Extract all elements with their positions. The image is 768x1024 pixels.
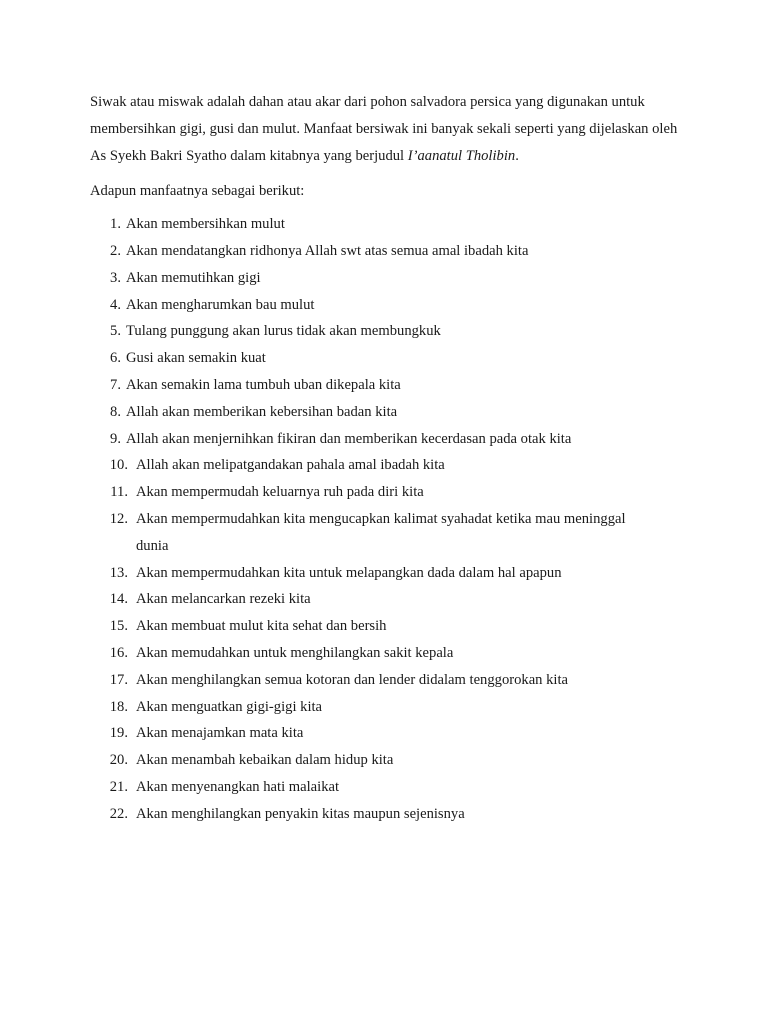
list-item-number: 10. — [109, 457, 128, 474]
list-item-number: 12. — [109, 510, 128, 527]
list-item — [90, 560, 680, 587]
list-item-number: 6. — [110, 350, 121, 367]
list-item-number: 8. — [110, 403, 121, 420]
list-item-text: Akan semakin lama tumbuh uban dikepala kita — [126, 376, 401, 393]
list-item — [90, 211, 680, 238]
list-item-number: 14. — [109, 591, 128, 608]
list-item-text: Akan memutihkan gigi — [126, 269, 261, 286]
list-item — [90, 640, 680, 667]
list-item-text: Akan memudahkan untuk menghilangkan sakit kepala — [136, 644, 454, 661]
list-item-text: Akan menguatkan gigi-gigi kita — [136, 698, 323, 715]
book-title: I’aanatul Tholibin — [407, 147, 516, 164]
list-item-number: 5. — [110, 323, 121, 340]
intro-paragraph — [90, 89, 680, 169]
list-item-text: Akan mempermudahkan kita mengucapkan kalimat syahadat ketika mau meninggal dunia — [136, 510, 626, 554]
list-item — [90, 506, 680, 560]
list-item-number: 15. — [109, 618, 128, 635]
list-item — [90, 265, 680, 292]
list-item-number: 18. — [109, 698, 128, 715]
list-item-number: 20. — [109, 752, 128, 769]
list-item — [90, 479, 680, 506]
list-item-text: Akan menyenangkan hati malaikat — [136, 778, 340, 795]
list-item — [90, 613, 680, 640]
list-item-text: Akan membuat mulut kita sehat dan bersih — [136, 618, 387, 635]
benefits-list — [90, 211, 680, 827]
list-item-text: Gusi akan semakin kuat — [126, 350, 266, 367]
list-item-number: 2. — [110, 242, 121, 259]
list-item — [90, 426, 680, 453]
list-item-number: 3. — [110, 269, 121, 286]
list-item-text: Tulang punggung akan lurus tidak akan membungkuk — [126, 323, 441, 340]
list-item-number: 16. — [109, 644, 128, 661]
list-item-text: Akan menambah kebaikan dalam hidup kita — [136, 752, 394, 769]
list-item-text: Allah akan melipatgandakan pahala amal ibadah kita — [136, 457, 445, 474]
list-item — [90, 720, 680, 747]
list-item — [90, 452, 680, 479]
list-item-text: Allah akan memberikan kebersihan badan kita — [126, 403, 398, 420]
list-item — [90, 801, 680, 828]
list-item-number: 7. — [110, 376, 121, 393]
list-item — [90, 345, 680, 372]
list-lead: Adapun manfaatnya sebagai berikut: — [90, 183, 305, 200]
list-item-number: 13. — [109, 564, 128, 581]
document-page — [90, 89, 680, 828]
list-item-number: 17. — [109, 671, 128, 688]
list-item — [90, 667, 680, 694]
list-item-number: 9. — [110, 430, 121, 447]
list-item — [90, 292, 680, 319]
list-item-text: Akan mempermudahkan kita untuk melapangkan dada dalam hal apapun — [136, 564, 562, 581]
list-item-text: Akan menghilangkan penyakin kitas maupun sejenisnya — [136, 805, 465, 822]
list-item — [90, 318, 680, 345]
list-item — [90, 747, 680, 774]
list-item-number: 22. — [109, 805, 128, 822]
list-item-text: Akan melancarkan rezeki kita — [136, 591, 311, 608]
list-item-number: 1. — [110, 216, 121, 233]
list-item-text: Akan mempermudah keluarnya ruh pada diri kita — [136, 484, 424, 501]
list-item-text: Akan menghilangkan semua kotoran dan lender didalam tenggorokan kita — [136, 671, 569, 688]
list-item-text: Akan menajamkan mata kita — [136, 725, 304, 742]
list-item — [90, 586, 680, 613]
list-item-text: Akan mengharumkan bau mulut — [126, 296, 315, 313]
intro-text: Siwak atau miswak adalah dahan atau akar dari pohon salvadora persica yang digunakan untuk membersihkan gigi, gusi dan mulut. Manfaat bersiwak ini banyak sekali seperti yang dijelaskan oleh As Syekh Bakri Syatho dalam kitabnya yang berjudul — [90, 94, 678, 164]
list-item-number: 11. — [110, 484, 128, 501]
list-item-text: Akan mendatangkan ridhonya Allah swt atas semua amal ibadah kita — [126, 242, 529, 259]
list-item-number: 21. — [109, 778, 128, 795]
list-item-number: 19. — [109, 725, 128, 742]
intro-end: . — [515, 147, 519, 164]
list-item-text: Akan membersihkan mulut — [126, 216, 285, 233]
list-item-number: 4. — [110, 296, 121, 313]
list-item — [90, 399, 680, 426]
list-item — [90, 238, 680, 265]
list-item — [90, 372, 680, 399]
list-item — [90, 774, 680, 801]
list-item — [90, 694, 680, 721]
list-item-text: Allah akan menjernihkan fikiran dan memberikan kecerdasan pada otak kita — [126, 430, 572, 447]
